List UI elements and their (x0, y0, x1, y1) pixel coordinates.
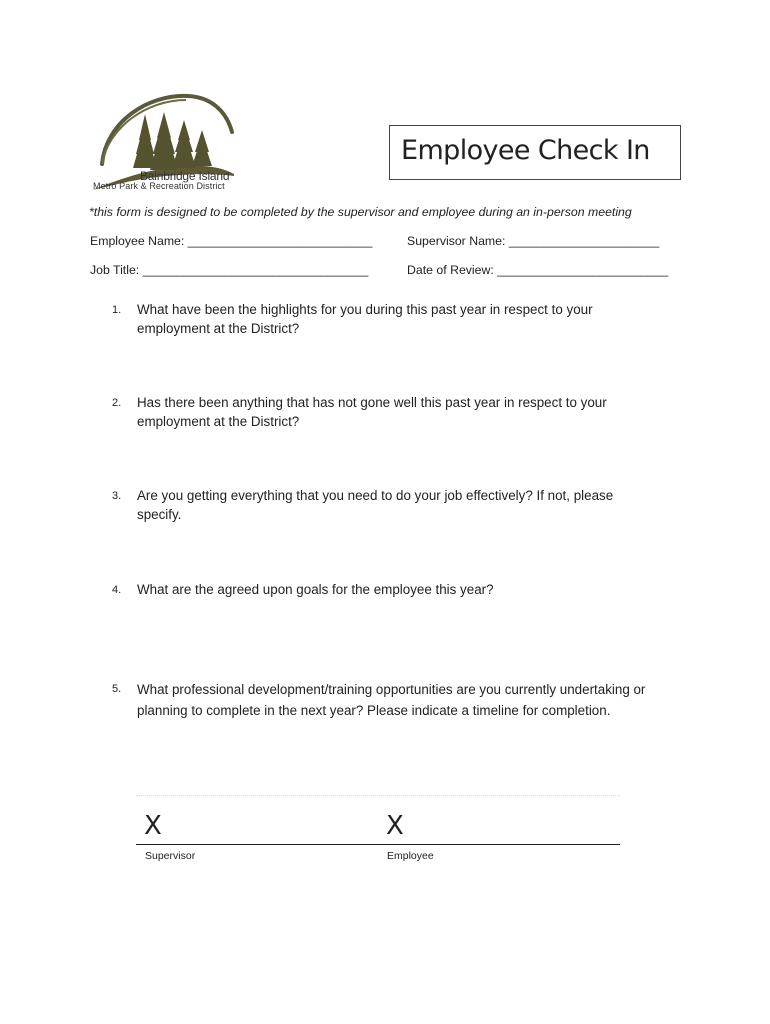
question-text: Has there been anything that has not gone well this past year in respect to your employment at the District? (137, 395, 607, 429)
employee-signature-mark[interactable]: X (386, 811, 404, 841)
question-number: 4. (112, 584, 122, 596)
question-3 (112, 486, 682, 524)
question-number: 2. (112, 397, 122, 409)
supervisor-signature-mark[interactable]: X (144, 811, 162, 841)
form-title-box (389, 125, 681, 180)
question-4 (112, 580, 682, 599)
question-number: 1. (112, 304, 122, 316)
question-text: What professional development/training opportunities are you currently undertaking or planning to complete in the next year? Please indicate a timeline for completion. (137, 682, 646, 718)
signature-line (136, 844, 620, 845)
employee-signature-label: Employee (387, 850, 434, 862)
form-instructions: *this form is designed to be completed by the supervisor and employee during an in-person meeting (89, 205, 632, 219)
question-text: What are the agreed upon goals for the employee this year? (137, 582, 494, 597)
employee-name-field[interactable]: Employee Name: ___________________________ (90, 234, 373, 248)
signature-area-top-border (136, 795, 620, 796)
job-title-field[interactable]: Job Title: _________________________________ (90, 263, 369, 277)
district-logo (88, 92, 238, 192)
question-5 (112, 679, 692, 721)
question-text: What have been the highlights for you during this past year in respect to your employment at the District? (137, 302, 593, 336)
question-text: Are you getting everything that you need to do your job effectively? If not, please specify. (137, 488, 614, 522)
supervisor-signature-label: Supervisor (145, 850, 196, 862)
question-number: 5. (112, 683, 122, 695)
form-title: Employee Check In (401, 135, 650, 166)
date-of-review-field[interactable]: Date of Review: _________________________ (407, 263, 669, 277)
supervisor-name-field[interactable]: Supervisor Name: ______________________ (407, 234, 660, 248)
question-2 (112, 393, 682, 431)
question-1 (112, 300, 682, 338)
logo-name-line1: Bainbridge Island (140, 169, 230, 183)
question-number: 3. (112, 490, 122, 502)
logo-name-line2: Metro Park & Recreation District (93, 181, 225, 191)
